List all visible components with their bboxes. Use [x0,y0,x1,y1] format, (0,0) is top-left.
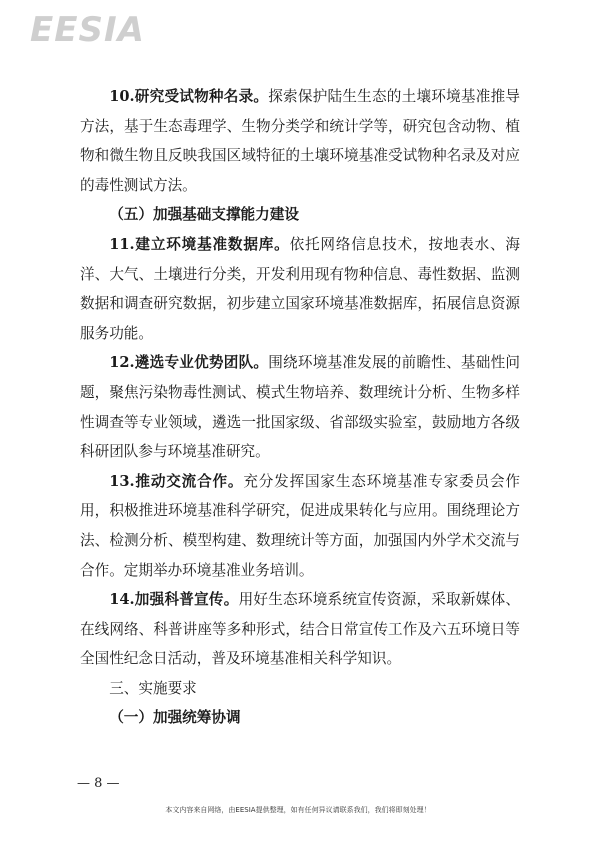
page-number: — 8 — [77,776,120,791]
section-heading-3: 三、实施要求 [109,679,197,697]
paragraph-text: 充分发挥国家生态环境基准专家委员会作用，积极推进环境基准科学研究，促进成果转化与应用。围绕理论方法、检测分析、模型构建、数理统计等方面，加强国内外学术交流与合作。定期举办环境基准业务培训。 [80,472,520,579]
subsection-heading-1: （一）加强统筹协调 [109,709,241,727]
paragraph-lead: 11.建立环境基准数据库。 [109,235,290,253]
paragraph-text: 围绕环境基准发展的前瞻性、基础性问题，聚焦污染物毒性测试、模式生物培养、数理统计分析、生物多样性调查等专业领域，遴选一批国家级、省部级实验室，鼓励地方各级科研团队参与环境基准研究。 [80,354,520,461]
eesia-logo: EESIA [30,10,145,50]
paragraph-10 [80,82,520,200]
paragraph-lead: 12.遴选专业优势团队。 [109,354,269,372]
paragraph-lead: 13.推动交流合作。 [109,472,244,490]
paragraph-lead: 10.研究受试物种名录。 [109,88,269,105]
paragraph-13 [80,467,520,585]
paragraph-text: 探索保护陆生生态的土壤环境基准推导方法，基于生态毒理学、生物分类学和统计学等，研究包含动物、植物和微生物且反映我国区域特征的土壤环境基准受试物种名录及对应的毒性测试方法。 [80,88,520,194]
section-heading-5: （五）加强基础支撑能力建设 [109,206,299,224]
paragraph-text: 用好生态环境系统宣传资源，采取新媒体、在线网络、科普讲座等多种形式，结合日常宣传工作及六五环境日等全国性纪念日活动，普及环境基准相关科学知识。 [80,591,520,668]
footer-disclaimer: 本文内容来自网络，由EESIA提供整理，如有任何异议请联系我们，我们将即刻处理！ [165,806,431,814]
paragraph-text: 依托网络信息技术，按地表水、海洋、大气、土壤进行分类，开发利用现有物种信息、毒性数据、监测数据和调查研究数据，初步建立国家环境基准数据库，拓展信息资源服务功能。 [80,235,521,342]
document-body [80,82,520,733]
paragraph-lead: 14.加强科普宣传。 [109,591,239,609]
paragraph-12 [80,348,520,466]
paragraph-14 [80,585,520,674]
paragraph-11 [80,230,520,348]
